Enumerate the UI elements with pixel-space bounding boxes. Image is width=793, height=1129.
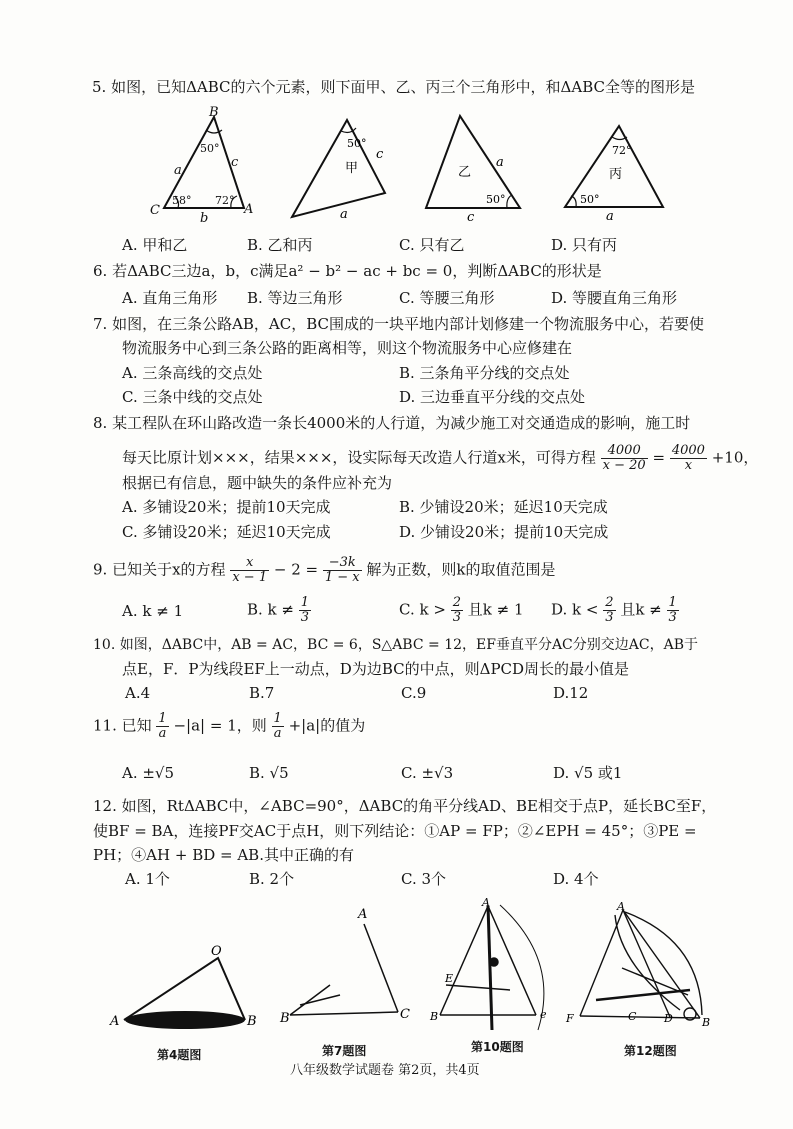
- q8-option-d[interactable]: D. 少铺设20米；提前10天完成: [399, 523, 609, 541]
- q9-option-d-den2: 3: [668, 610, 677, 625]
- q8-stem-line3: 根据已有信息，题中缺失的条件应补充为: [122, 474, 393, 492]
- fig7-drawing: [290, 924, 398, 1015]
- q10-stem-line2: 点E，F．P为线段EF上一动点，D为边BC的中点，则ΔPCD周长的最小值是: [122, 660, 630, 678]
- q10-stem-line1: 10. 如图，ΔABC中，AB = AC，BC = 6，S△ABC = 12，EF垂直平分AC分别交边AC，AB于: [93, 637, 698, 653]
- yi-side-a: a: [496, 155, 504, 170]
- q11-frac1-num: 1: [158, 711, 167, 726]
- jia-side-a: a: [340, 207, 348, 222]
- q8-eq-num1: 4000: [601, 444, 648, 459]
- bing-angle-left: 50°: [580, 193, 600, 206]
- fig7-caption: 第7题图: [322, 1044, 367, 1058]
- abc-label-A: A: [244, 202, 254, 217]
- q9-option-b[interactable]: [247, 596, 311, 625]
- bing-side-a: a: [606, 209, 614, 224]
- q9-stem-post: 解为正数，则k的取值范围是: [366, 560, 556, 579]
- q12-stem-line2: 使BF = BA，连接PF交AC于点H，则下列结论：①AP = FP；②∠EPH = 45°；③PE =: [93, 822, 697, 840]
- q9-option-a[interactable]: A. k ≠ 1: [122, 602, 184, 620]
- yi-side-c: c: [467, 210, 475, 225]
- q9-option-b-frac: [299, 596, 311, 625]
- abc-angle-B: 50°: [200, 142, 220, 155]
- q8-eq-equals: =: [652, 448, 666, 467]
- q9-option-c-frac: [451, 596, 463, 625]
- q12-stem-line3: PH；④AH + BD = AB.其中正确的有: [93, 846, 354, 864]
- fig10-label-A: A: [482, 896, 490, 909]
- q8-stem-line1: 8. 某工程队在环山路改造一条长4000米的人行道，为减少施工对交通造成的影响，施工时: [93, 414, 691, 432]
- fig12-drawing: [580, 910, 702, 1020]
- q7-stem-line1: 7. 如图，在三条公路AB，AC，BC围成的一块平地内部计划修建一个物流服务中心，若要使: [93, 315, 705, 333]
- q6-option-c[interactable]: C. 等腰三角形: [399, 289, 495, 307]
- q11-frac2-num: 1: [273, 711, 282, 726]
- fig7-label-C: C: [400, 1007, 410, 1022]
- q10-option-d[interactable]: D.12: [553, 684, 589, 702]
- q11-option-c[interactable]: C. ±√3: [401, 764, 454, 782]
- q11-frac2-den: a: [273, 726, 282, 741]
- q7-option-b[interactable]: B. 三条角平分线的交点处: [399, 364, 570, 382]
- q11-stem-pre: 11. 已知: [93, 716, 152, 735]
- q9-option-d[interactable]: [551, 596, 679, 625]
- q8-stem-line2-text: 每天比原计划×××，结果×××，设实际每天改造人行道x米，可得方程: [122, 448, 596, 467]
- q9-option-c-post: 且k ≠ 1: [467, 600, 524, 619]
- fig10-label-E: E: [445, 972, 454, 985]
- fig4-label-O: O: [211, 944, 222, 959]
- jia-angle: 50°: [347, 137, 367, 150]
- q9-option-b-pre: B. k ≠: [247, 600, 294, 619]
- abc-label-C: C: [150, 203, 160, 218]
- q9-option-d-den1: 3: [605, 610, 614, 625]
- q5-option-b[interactable]: B. 乙和丙: [247, 236, 313, 254]
- fig4-label-A: A: [110, 1014, 120, 1029]
- abc-label-B: B: [209, 105, 219, 120]
- q9-option-d-mid: 且k ≠: [620, 600, 662, 619]
- fig7-label-A: A: [358, 907, 368, 922]
- q8-eq-frac1: [601, 444, 648, 473]
- q5-stem: 5. 如图，已知ΔABC的六个元素，则下面甲、乙、丙三个三角形中，和ΔABC全等的图形是: [92, 78, 695, 96]
- q5-figure-jia: [292, 120, 385, 217]
- q10-option-a[interactable]: A.4: [125, 684, 151, 702]
- q9-eq-den2: 1 − x: [324, 570, 360, 585]
- q11-option-d[interactable]: D. √5 或1: [553, 764, 623, 782]
- q10-option-c[interactable]: C.9: [401, 684, 427, 702]
- q12-option-d[interactable]: D. 4个: [553, 870, 599, 888]
- q9-stem-pre: 9. 已知关于x的方程: [93, 560, 226, 579]
- q9-option-d-num2: 1: [668, 595, 677, 610]
- q5-figure-yi: [426, 116, 520, 208]
- q9-eq-num1: x: [230, 556, 269, 571]
- fig12-caption: 第12题图: [624, 1044, 677, 1058]
- abc-angle-A: 72°: [215, 194, 235, 207]
- q8-eq-num2: 4000: [671, 443, 705, 458]
- q7-stem-line2: 物流服务中心到三条公路的距离相等，则这个物流服务中心应修建在: [122, 339, 573, 357]
- q9-option-b-den: 3: [300, 610, 310, 625]
- q8-eq-den1: x − 20: [602, 458, 646, 473]
- q9-option-c-pre: C. k >: [399, 600, 446, 619]
- yi-label: 乙: [458, 165, 472, 180]
- fig12-label-C: C: [628, 1010, 637, 1023]
- abc-side-a: a: [174, 163, 182, 178]
- q9-option-d-frac2: [667, 596, 679, 625]
- q9-eq-mid: − 2 =: [273, 560, 319, 579]
- q12-option-b[interactable]: B. 2个: [249, 870, 295, 888]
- q9-stem: [93, 556, 556, 585]
- q12-stem-line1: 12. 如图，RtΔABC中，∠ABC=90°，ΔABC的角平分线AD、BE相交于点P，延长BC至F，: [93, 797, 717, 815]
- q7-option-d[interactable]: D. 三边垂直平分线的交点处: [399, 388, 586, 406]
- q9-option-c-num: 2: [452, 595, 461, 610]
- fig4-label-B: B: [247, 1014, 257, 1029]
- fig12-label-A: A: [617, 900, 625, 913]
- q9-option-d-num1: 2: [605, 595, 614, 610]
- fig12-label-D: D: [664, 1012, 673, 1025]
- abc-side-b: b: [200, 211, 209, 226]
- q8-eq-tail: +10，: [711, 448, 759, 467]
- q9-option-d-frac1: [603, 596, 615, 625]
- q8-eq-den2: x: [684, 458, 693, 473]
- fig4-caption: 第4题图: [157, 1048, 202, 1062]
- q9-option-c[interactable]: [399, 596, 524, 625]
- q11-stem-mid: −|a| = 1，则: [173, 716, 267, 735]
- jia-side-c: c: [376, 147, 384, 162]
- q5-option-d[interactable]: D. 只有丙: [551, 236, 618, 254]
- q10-option-b[interactable]: B.7: [249, 684, 275, 702]
- q6-option-a[interactable]: A. 直角三角形: [122, 289, 218, 307]
- q11-option-b[interactable]: B. √5: [249, 764, 289, 782]
- q9-eq-frac2: [323, 556, 362, 585]
- q9-option-c-den: 3: [452, 610, 461, 625]
- q8-eq-frac2: [670, 444, 707, 473]
- q11-frac1-den: a: [158, 726, 167, 741]
- q11-stem: [93, 712, 365, 741]
- abc-angle-C: 58°: [172, 194, 192, 207]
- fig10-drawing: [440, 905, 544, 1030]
- q11-option-a[interactable]: A. ±√5: [122, 764, 175, 782]
- fig12-label-F: F: [566, 1012, 574, 1025]
- bing-angle-top: 72°: [612, 144, 632, 157]
- q9-eq-frac1: [230, 556, 269, 585]
- q6-option-d[interactable]: D. 等腰直角三角形: [551, 289, 678, 307]
- q11-frac1: [156, 712, 168, 741]
- q5-option-a[interactable]: A. 甲和乙: [122, 236, 188, 254]
- yi-angle: 50°: [486, 193, 506, 206]
- q5-option-c[interactable]: C. 只有乙: [399, 236, 465, 254]
- fig10-label-B: B: [430, 1010, 439, 1023]
- q9-eq-den1: x − 1: [232, 570, 268, 585]
- fig10-caption: 第10题图: [471, 1040, 524, 1054]
- jia-label: 甲: [345, 161, 359, 176]
- q12-option-a[interactable]: A. 1个: [125, 870, 170, 888]
- q8-option-c[interactable]: C. 多铺设20米；延迟10天完成: [122, 523, 331, 541]
- fig4-drawing: [124, 958, 245, 1029]
- q6-option-b[interactable]: B. 等边三角形: [247, 289, 343, 307]
- fig10-label-e: e: [540, 1008, 547, 1021]
- q8-option-a[interactable]: A. 多铺设20米；提前10天完成: [122, 498, 331, 516]
- fig12-label-B: B: [702, 1016, 711, 1029]
- q9-option-d-pre: D. k <: [551, 600, 599, 619]
- bing-label: 丙: [609, 167, 623, 182]
- page-footer: 八年级数学试题卷 第2页，共4页: [290, 1063, 480, 1078]
- q12-option-c[interactable]: C. 3个: [401, 870, 447, 888]
- q8-option-b[interactable]: B. 少铺设20米；延迟10天完成: [399, 498, 608, 516]
- q6-stem: 6. 若ΔABC三边a，b，c满足a² − b² − ac + bc = 0，判断ΔABC的形状是: [93, 262, 602, 280]
- q8-stem-line2: [122, 444, 758, 473]
- fig7-label-B: B: [280, 1011, 290, 1026]
- q11-stem-post: +|a|的值为: [288, 716, 366, 735]
- q9-option-b-num: 1: [300, 595, 310, 610]
- q9-eq-num2: −3k: [323, 556, 362, 571]
- q7-option-a[interactable]: A. 三条高线的交点处: [122, 364, 263, 382]
- abc-side-c: c: [231, 155, 239, 170]
- q7-option-c[interactable]: C. 三条中线的交点处: [122, 388, 263, 406]
- q11-frac2: [272, 712, 284, 741]
